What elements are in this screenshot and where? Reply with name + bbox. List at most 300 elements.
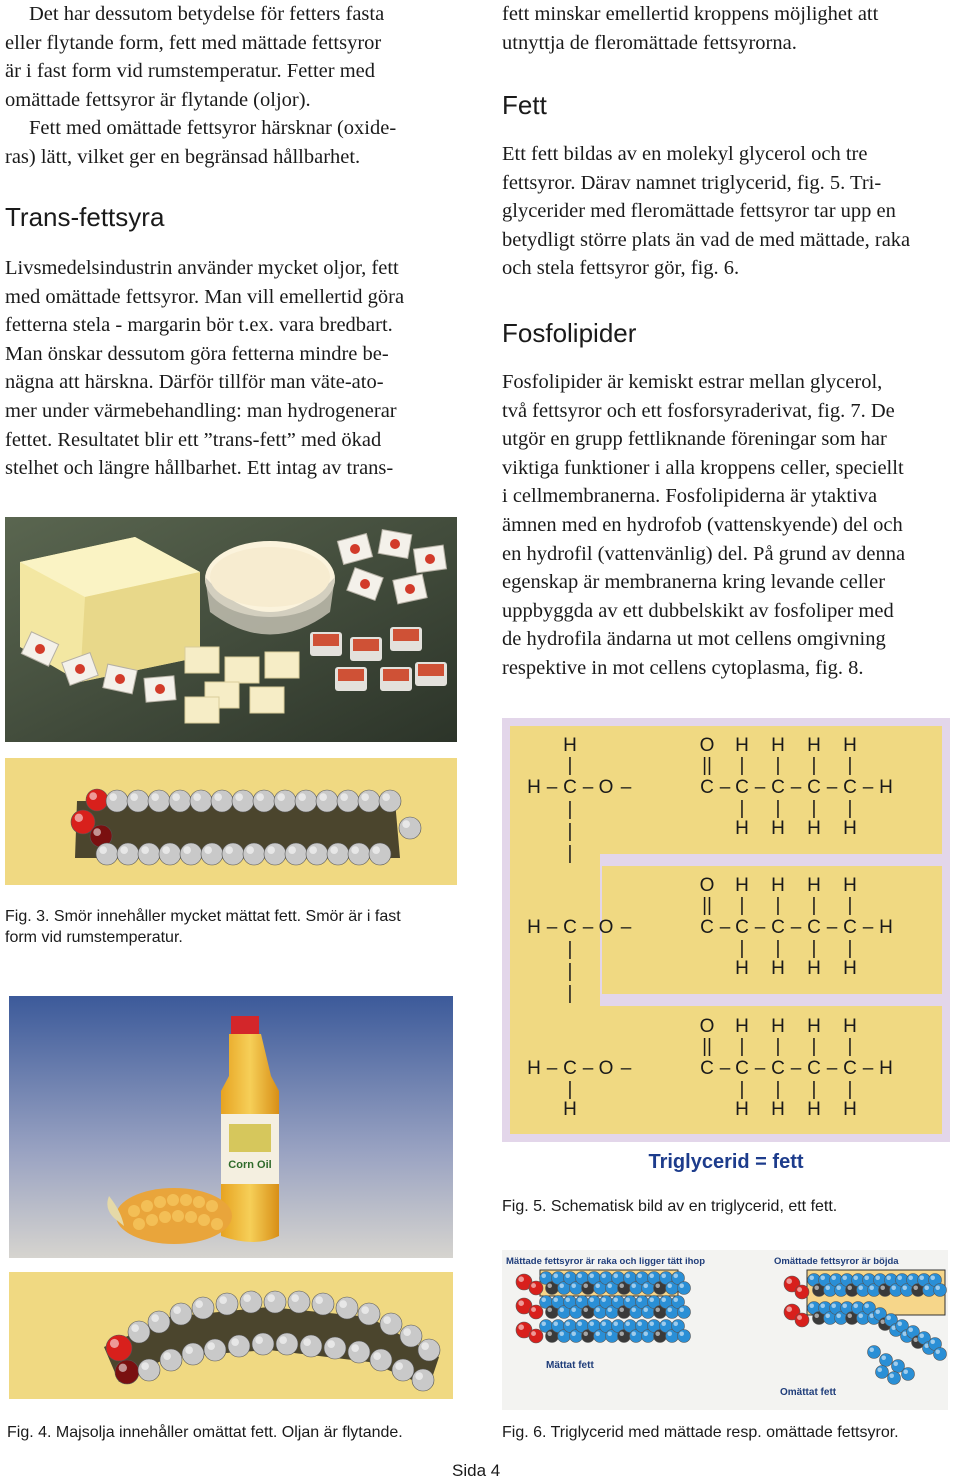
carbon-hydrogen-atom-highlight: [814, 1285, 819, 1290]
carbon-hydrogen-atom-highlight: [589, 1273, 594, 1278]
paragraph-fosfolipider: [502, 368, 960, 683]
hydrogen-atom-highlight: [267, 846, 275, 854]
carbon-hydrogen-atom-highlight: [655, 1307, 660, 1312]
hydrogen-atom: [264, 1291, 286, 1313]
formula-bond: |: [811, 755, 817, 776]
fig6-label-saturated-bottom: Mättat fett: [546, 1360, 594, 1371]
formula-bond: |: [775, 1036, 781, 1057]
formula-h-atom: H: [771, 958, 785, 979]
carbon-hydrogen-atom-body: [876, 1366, 889, 1379]
carbon-hydrogen-atom-highlight: [842, 1275, 847, 1280]
carbon-hydrogen-atom-highlight: [541, 1273, 546, 1278]
carbon-hydrogen-atom-highlight: [831, 1303, 836, 1308]
hydrogen-atom-highlight: [402, 820, 410, 828]
formula-h-atom: H: [735, 958, 749, 979]
hydrogen-atom: [159, 843, 181, 865]
carbon-hydrogen-atom-highlight: [919, 1333, 924, 1338]
carbon-hydrogen-atom-highlight: [903, 1369, 908, 1374]
hydrogen-atom: [274, 790, 296, 812]
formula-o-atom: O: [699, 735, 715, 756]
carbon-hydrogen-atom-highlight: [625, 1321, 630, 1326]
formula-h-atom: H: [735, 875, 749, 896]
formula-bond: |: [811, 1079, 817, 1100]
carbon-hydrogen-atom-highlight: [902, 1285, 907, 1290]
carbon-hydrogen-atom-highlight: [831, 1275, 836, 1280]
hydrogen-atom-highlight: [151, 1314, 159, 1322]
hydrogen-atom-highlight: [382, 793, 390, 801]
formula-bond: –: [826, 917, 838, 938]
text-line: fetterna stela - margarin bör t.ex. vara bredbart.: [5, 314, 393, 337]
formula-bond: |: [847, 895, 853, 916]
hydrogen-atom-body: [348, 1341, 370, 1363]
hydrogen-atom: [358, 1303, 380, 1325]
hydrogen-atom-highlight: [130, 793, 138, 801]
paragraph-trans-continued: [502, 0, 957, 57]
hydrogen-atom-body: [128, 1321, 150, 1343]
hydrogen-atom-highlight: [243, 1294, 251, 1302]
formula-h-atom: H: [527, 917, 541, 938]
formula-bond: |: [811, 938, 817, 959]
page-number: Sida 4: [452, 1461, 501, 1480]
carbon-hydrogen-atom-highlight: [814, 1313, 819, 1318]
hydrogen-atom: [316, 790, 338, 812]
text-line: uppbyggda av ett dubbelskikt av fosfoliper med: [502, 599, 894, 622]
carbon-hydrogen-atom-highlight: [631, 1331, 636, 1336]
carbon-hydrogen-atom-highlight: [673, 1297, 678, 1302]
hydrogen-atom: [127, 790, 149, 812]
heading-fett: Fett: [502, 90, 547, 120]
carbon-hydrogen-atom-highlight: [825, 1285, 830, 1290]
carbon-hydrogen-atom-highlight: [565, 1321, 570, 1326]
formula-c-atom: C: [843, 1058, 857, 1079]
hydrogen-atom-body: [148, 790, 170, 812]
hydrogen-atom-body: [243, 843, 265, 865]
hydrogen-atom-highlight: [339, 1300, 347, 1308]
hydrogen-atom-body: [182, 1343, 204, 1365]
carbon-hydrogen-atom-highlight: [655, 1283, 660, 1288]
carbon-hydrogen-atom-highlight: [897, 1275, 902, 1280]
hydrogen-atom: [148, 1311, 170, 1333]
paragraph-trans-fat: [5, 254, 460, 483]
carbon-hydrogen-atom-highlight: [577, 1297, 582, 1302]
hydrogen-atom-body: [337, 790, 359, 812]
hydrogen-atom-body: [264, 843, 286, 865]
text-line: betydligt större plats än vad de med mättade, raka: [502, 228, 911, 251]
carbon-hydrogen-atom-highlight: [565, 1297, 570, 1302]
oxygen-atom-highlight: [75, 814, 83, 822]
hydrogen-atom-body: [170, 1303, 192, 1325]
oxygen-atom-body: [106, 1335, 132, 1361]
hydrogen-atom-body: [222, 843, 244, 865]
hydrogen-atom: [400, 1325, 422, 1347]
carbon-hydrogen-atom-highlight: [655, 1331, 660, 1336]
hydrogen-atom-body: [159, 843, 181, 865]
carbon-hydrogen-atom: [934, 1284, 947, 1297]
carbon-hydrogen-atom-highlight: [809, 1275, 814, 1280]
hydrogen-atom-body: [228, 1335, 250, 1357]
carbon-hydrogen-atom-highlight: [649, 1273, 654, 1278]
hydrogen-atom-highlight: [319, 793, 327, 801]
formula-bond: |: [739, 1036, 745, 1057]
text-line: en hydrofil (vattenvänlig) del. På grund av denna: [502, 542, 906, 565]
hydrogen-atom-body: [348, 843, 370, 865]
carbon-hydrogen-atom-highlight: [875, 1309, 880, 1314]
carbon-hydrogen-atom-highlight: [869, 1347, 874, 1352]
formula-bond: |: [567, 939, 573, 960]
hydrogen-atom-highlight: [225, 846, 233, 854]
carbon-hydrogen-atom-body: [902, 1368, 915, 1381]
hydrogen-atom: [240, 1291, 262, 1313]
formula-bond: |: [567, 821, 573, 842]
hydrogen-atom-body: [201, 843, 223, 865]
hydrogen-atom-body: [300, 1335, 322, 1357]
carbon-hydrogen-atom-body: [934, 1348, 947, 1361]
hydrogen-atom: [180, 843, 202, 865]
oxygen-atom-body: [529, 1281, 543, 1295]
carbon-hydrogen-atom-highlight: [631, 1283, 636, 1288]
formula-bond: |: [567, 843, 573, 864]
hydrogen-atom-body: [106, 790, 128, 812]
formula-bond: –: [790, 917, 802, 938]
carbon-hydrogen-atom-highlight: [667, 1283, 672, 1288]
carbon-hydrogen-atom-highlight: [877, 1367, 882, 1372]
oxygen-atom-body: [86, 789, 108, 811]
hydrogen-atom-highlight: [298, 793, 306, 801]
hydrogen-atom-body: [327, 843, 349, 865]
formula-h-atom: H: [563, 1099, 577, 1120]
formula-bond: –: [862, 1058, 874, 1079]
formula-c-atom: C: [700, 917, 714, 938]
carbon-hydrogen-atom-highlight: [541, 1297, 546, 1302]
oxygen-atom: [795, 1285, 809, 1299]
carbon-hydrogen-atom-highlight: [820, 1275, 825, 1280]
hydrogen-atom-body: [148, 1311, 170, 1333]
formula-bond: –: [719, 917, 731, 938]
text-line: fettsyror. Därav namnet triglycerid, fig. 5. Tri-: [502, 171, 882, 194]
formula-bond: |: [739, 798, 745, 819]
hydrogen-atom-highlight: [109, 793, 117, 801]
carbon-hydrogen-atom-highlight: [637, 1321, 642, 1326]
carbon-atom-body: [115, 1360, 139, 1384]
formula-bond: |: [739, 938, 745, 959]
hydrogen-atom-body: [358, 1303, 380, 1325]
hydrogen-atom: [327, 843, 349, 865]
carbon-hydrogen-atom-highlight: [825, 1313, 830, 1318]
oxygen-atom-body: [795, 1313, 809, 1327]
formula-h-atom: H: [843, 1016, 857, 1037]
carbon-hydrogen-atom-highlight: [853, 1275, 858, 1280]
hydrogen-atom-highlight: [207, 1342, 215, 1350]
hydrogen-atom-body: [264, 1291, 286, 1313]
carbon-hydrogen-atom-body: [868, 1346, 881, 1359]
text-line: viktiga funktioner i alla kroppens celler, speciellt: [502, 456, 904, 479]
triglycerid-label: Triglycerid = fett: [648, 1151, 804, 1173]
hydrogen-atom-highlight: [351, 846, 359, 854]
hydrogen-atom-highlight: [277, 793, 285, 801]
carbon-hydrogen-atom-highlight: [908, 1327, 913, 1332]
carbon-hydrogen-atom-highlight: [875, 1275, 880, 1280]
formula-h-atom: H: [527, 777, 541, 798]
carbon-hydrogen-atom-highlight: [661, 1321, 666, 1326]
oxygen-atom: [529, 1281, 543, 1295]
hydrogen-atom: [138, 843, 160, 865]
hydrogen-atom: [380, 1313, 402, 1335]
formula-c-atom: C: [843, 777, 857, 798]
hydrogen-atom-highlight: [361, 793, 369, 801]
hydrogen-atom-highlight: [361, 1306, 369, 1314]
formula-bond: |: [811, 1036, 817, 1057]
hydrogen-atom: [170, 1303, 192, 1325]
hydrogen-atom-highlight: [255, 1336, 263, 1344]
carbon-hydrogen-atom-highlight: [547, 1283, 552, 1288]
text-line: Livsmedelsindustrin använder mycket oljor, fett: [5, 257, 399, 279]
formula-h-atom: H: [527, 1058, 541, 1079]
formula-bond: |: [739, 1079, 745, 1100]
oxygen-atom-highlight: [797, 1287, 802, 1292]
hydrogen-atom-highlight: [267, 1294, 275, 1302]
text-line: fett minskar emellertid kroppens möjlighet att: [502, 3, 879, 25]
corn-oil-photo: [9, 996, 453, 1258]
hydrogen-atom-body: [117, 843, 139, 865]
carbon-hydrogen-atom-highlight: [577, 1273, 582, 1278]
hydrogen-atom: [148, 790, 170, 812]
hydrogen-atom-body: [252, 1333, 274, 1355]
text-line: är i fast form vid rumstemperatur. Fetter med: [5, 60, 376, 83]
hydrogen-atom-highlight: [372, 846, 380, 854]
formula-bond: –: [620, 777, 632, 798]
carbon-hydrogen-atom-highlight: [913, 1285, 918, 1290]
oxygen-atom-highlight: [110, 1339, 119, 1348]
carbon-hydrogen-atom-highlight: [607, 1307, 612, 1312]
formula-h-atom: H: [807, 1016, 821, 1037]
carbon-hydrogen-atom-highlight: [625, 1297, 630, 1302]
carbon-hydrogen-atom-highlight: [553, 1321, 558, 1326]
hydrogen-atom-body: [316, 790, 338, 812]
carbon-hydrogen-atom-highlight: [595, 1307, 600, 1312]
formula-h-atom: H: [771, 1099, 785, 1120]
hydrogen-atom: [204, 1339, 226, 1361]
hydrogen-atom: [253, 790, 275, 812]
text-line: nägna att härskna. Därför tillför man väte-ato-: [5, 371, 384, 394]
formula-bond: –: [862, 917, 874, 938]
carbon-hydrogen-atom-highlight: [559, 1283, 564, 1288]
oxygen-atom-highlight: [797, 1315, 802, 1320]
formula-bond: |: [847, 938, 853, 959]
hydrogen-atom: [192, 1297, 214, 1319]
formula-h-atom: H: [771, 1016, 785, 1037]
carbon-hydrogen-atom-highlight: [836, 1285, 841, 1290]
carbon-hydrogen-atom-highlight: [643, 1331, 648, 1336]
hydrogen-atom: [399, 817, 421, 839]
hydrogen-atom-highlight: [288, 846, 296, 854]
hydrogen-atom-highlight: [141, 846, 149, 854]
caption-line: Fig. 3. Smör innehåller mycket mättat fett. Smör är i fast: [5, 908, 401, 925]
hydrogen-atom-highlight: [279, 1336, 287, 1344]
carbon-hydrogen-atom-highlight: [613, 1273, 618, 1278]
carbon-hydrogen-atom-highlight: [643, 1307, 648, 1312]
oxygen-atom-highlight: [89, 792, 97, 800]
hydrogen-atom-body: [204, 1339, 226, 1361]
carbon-hydrogen-atom-highlight: [553, 1297, 558, 1302]
formula-c-atom: C: [563, 1058, 577, 1079]
hydrogen-atom-highlight: [327, 1340, 335, 1348]
caption-line: form vid rumstemperatur.: [5, 929, 183, 946]
hydrogen-atom-body: [274, 790, 296, 812]
hydrogen-atom-body: [190, 790, 212, 812]
carbon-hydrogen-atom-highlight: [619, 1331, 624, 1336]
hydrogen-atom-highlight: [303, 1338, 311, 1346]
text-line: eller flytande form, fett med mättade fettsyror: [5, 31, 382, 54]
text-line: utnyttja de fleromättade fettsyrorna.: [502, 31, 797, 54]
fig3-caption: [5, 906, 460, 948]
carbon-hydrogen-atom-highlight: [679, 1307, 684, 1312]
hydrogen-atom: [222, 843, 244, 865]
text-line: Ett fett bildas av en molekyl glycerol och tre: [502, 143, 868, 165]
carbon-hydrogen-atom: [678, 1282, 691, 1295]
hydrogen-atom-body: [412, 1369, 434, 1391]
oxygen-atom-highlight: [786, 1278, 792, 1284]
formula-bond: ||: [702, 895, 712, 916]
hydrogen-atom-body: [392, 1359, 414, 1381]
formula-bond: –: [620, 1058, 632, 1079]
hydrogen-atom-body: [127, 790, 149, 812]
oxygen-atom: [106, 1335, 132, 1361]
hydrogen-atom-body: [180, 843, 202, 865]
formula-bond: |: [567, 799, 573, 820]
formula-bond: |: [567, 1079, 573, 1100]
carbon-hydrogen-atom-body: [888, 1372, 901, 1385]
hydrogen-atom-body: [169, 790, 191, 812]
formula-bond: |: [811, 895, 817, 916]
hydrogen-atom-highlight: [219, 1296, 227, 1304]
hydrogen-atom: [288, 1291, 310, 1313]
formula-bond: |: [567, 755, 573, 776]
hydrogen-atom-body: [399, 817, 421, 839]
carbon-hydrogen-atom: [888, 1372, 901, 1385]
formula-h-atom: H: [807, 735, 821, 756]
hydrogen-atom-body: [418, 1339, 440, 1361]
text-line: utgör en grupp fettliknande föreningar som har: [502, 428, 887, 451]
hydrogen-atom-body: [288, 1291, 310, 1313]
hydrogen-atom: [412, 1369, 434, 1391]
carbon-hydrogen-atom-highlight: [601, 1297, 606, 1302]
hydrogen-atom-highlight: [235, 793, 243, 801]
carbon-hydrogen-atom-highlight: [847, 1313, 852, 1318]
carbon-hydrogen-atom-highlight: [541, 1321, 546, 1326]
paragraph-fat-form: [5, 0, 460, 114]
carbon-hydrogen-atom-highlight: [601, 1273, 606, 1278]
carbon-hydrogen-atom-highlight: [559, 1307, 564, 1312]
hydrogen-atom-highlight: [351, 1344, 359, 1352]
text-line: egenskap är membranerna kring levande celler: [502, 571, 886, 594]
formula-bond: –: [582, 1058, 594, 1079]
carbon-hydrogen-atom-highlight: [589, 1321, 594, 1326]
hydrogen-atom: [243, 843, 265, 865]
carbon-hydrogen-atom-highlight: [607, 1283, 612, 1288]
carbon-atom-highlight: [93, 828, 101, 836]
formula-h-atom: H: [843, 1099, 857, 1120]
hydrogen-atom-body: [138, 843, 160, 865]
carbon-hydrogen-atom-highlight: [649, 1297, 654, 1302]
hydrogen-atom: [211, 790, 233, 812]
carbon-hydrogen-atom-highlight: [667, 1307, 672, 1312]
formula-bond: –: [790, 1058, 802, 1079]
formula-o-atom: O: [699, 1016, 715, 1037]
oxygen-atom-highlight: [531, 1307, 536, 1312]
carbon-hydrogen-atom-highlight: [619, 1283, 624, 1288]
triglyceride-structural-formula: [502, 718, 950, 1180]
oxygen-atom-highlight: [531, 1283, 536, 1288]
carbon-hydrogen-atom-highlight: [577, 1321, 582, 1326]
carbon-hydrogen-atom-highlight: [930, 1275, 935, 1280]
carbon-hydrogen-atom-highlight: [583, 1307, 588, 1312]
oxygen-atom: [86, 789, 108, 811]
hydrogen-atom-highlight: [172, 793, 180, 801]
text-line: i cellmembranerna. Fosfolipiderna är ytaktiva: [502, 485, 878, 508]
carbon-hydrogen-atom-highlight: [864, 1275, 869, 1280]
carbon-hydrogen-atom-highlight: [571, 1307, 576, 1312]
hydrogen-atom-highlight: [193, 793, 201, 801]
text-line: två fettsyror och ett fosforsyraderivat, fig. 7. De: [502, 399, 895, 422]
hydrogen-atom: [264, 843, 286, 865]
carbon-hydrogen-atom-highlight: [853, 1303, 858, 1308]
text-line: respektive in mot cellens cytoplasma, fig. 8.: [502, 656, 864, 679]
hydrogen-atom-highlight: [151, 793, 159, 801]
formula-bond: –: [754, 1058, 766, 1079]
carbon-atom-highlight: [119, 1364, 127, 1372]
formula-bond: –: [826, 1058, 838, 1079]
carbon-hydrogen-atom-highlight: [935, 1349, 940, 1354]
carbon-hydrogen-atom-highlight: [565, 1273, 570, 1278]
formula-bond: –: [790, 777, 802, 798]
hydrogen-atom-body: [369, 843, 391, 865]
hydrogen-atom-highlight: [246, 846, 254, 854]
hydrogen-atom: [324, 1337, 346, 1359]
formula-c-atom: C: [807, 777, 821, 798]
hydrogen-atom-body: [276, 1333, 298, 1355]
formula-bond: |: [775, 798, 781, 819]
formula-bond: –: [546, 917, 558, 938]
carbon-hydrogen-atom-highlight: [679, 1283, 684, 1288]
oxygen-atom-body: [795, 1285, 809, 1299]
oxygen-atom-highlight: [518, 1276, 524, 1282]
oxygen-atom-highlight: [518, 1300, 524, 1306]
formula-bond: |: [847, 1079, 853, 1100]
carbon-hydrogen-atom-highlight: [864, 1303, 869, 1308]
formula-bond: –: [620, 917, 632, 938]
formula-c-atom: C: [735, 917, 749, 938]
carbon-hydrogen-atom-highlight: [930, 1339, 935, 1344]
carbon-hydrogen-atom-highlight: [667, 1331, 672, 1336]
carbon-hydrogen-atom-highlight: [924, 1285, 929, 1290]
formula-h-atom: H: [807, 818, 821, 839]
formula-h-atom: H: [771, 875, 785, 896]
carbon-hydrogen-atom-highlight: [893, 1361, 898, 1366]
hydrogen-atom-highlight: [162, 846, 170, 854]
oxygen-atom: [795, 1313, 809, 1327]
formula-h-atom: H: [843, 735, 857, 756]
carbon-hydrogen-atom-body: [678, 1306, 691, 1319]
hydrogen-atom: [379, 790, 401, 812]
carbon-hydrogen-atom: [678, 1330, 691, 1343]
formula-bond: |: [739, 895, 745, 916]
oxygen-atom-highlight: [786, 1306, 792, 1312]
hydrogen-atom-body: [306, 843, 328, 865]
oxygen-atom-highlight: [531, 1331, 536, 1336]
carbon-hydrogen-atom-highlight: [613, 1321, 618, 1326]
formula-bond: |: [775, 755, 781, 776]
hydrogen-atom: [336, 1297, 358, 1319]
